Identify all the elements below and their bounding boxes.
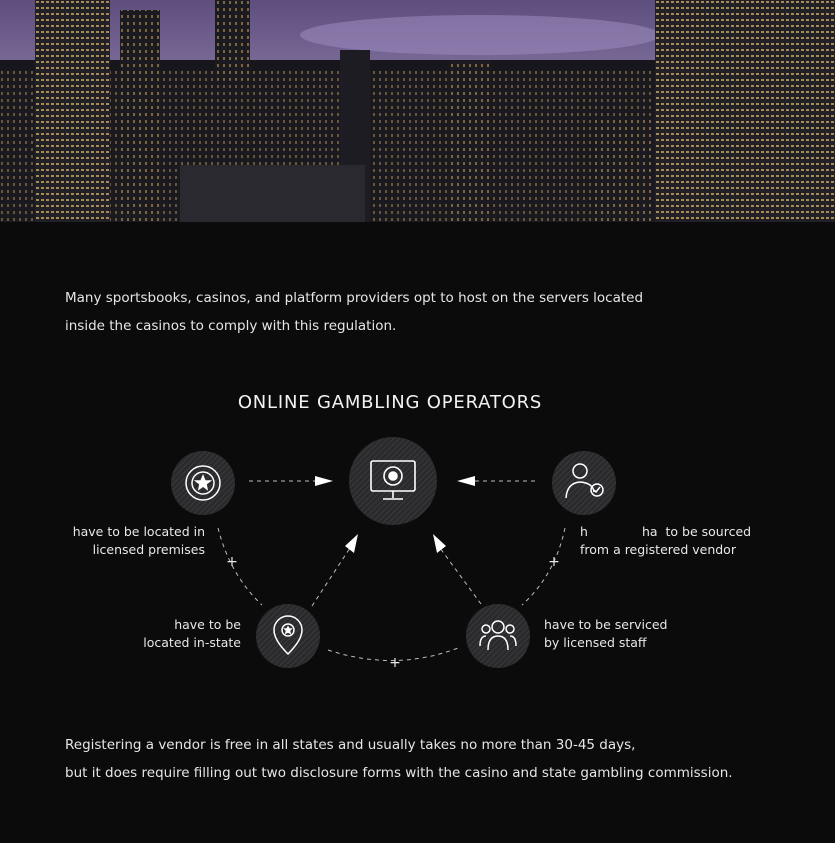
hero-city-image	[0, 0, 835, 222]
diagram-title: ONLINE GAMBLING OPERATORS	[237, 392, 543, 413]
licensed-staff-label	[544, 616, 667, 652]
licensed-staff-node	[466, 604, 530, 668]
in-state-line-2: located in-state	[143, 635, 241, 650]
licensed-premises-line-1: have to be located in	[72, 524, 205, 539]
licensed-premises-label	[73, 523, 205, 559]
licensed-premises-node	[171, 451, 235, 515]
plus-left: +	[226, 554, 238, 570]
outro-paragraph	[65, 731, 785, 787]
diagram-graphic	[0, 420, 835, 700]
intro-paragraph	[65, 284, 785, 340]
center-node	[349, 437, 437, 525]
outro-line-1: Registering a vendor is free in all states and usually takes no more than 30-45 days,	[65, 737, 636, 753]
outro-line-2: but it does require filling out two disclosure forms with the casino and state gambling commission.	[65, 765, 733, 781]
in-state-line-1: have to be	[174, 617, 241, 632]
in-state-node	[256, 604, 320, 668]
registered-vendor-label	[580, 523, 751, 559]
plus-right: +	[548, 554, 560, 570]
registered-vendor-node	[552, 451, 616, 515]
in-state-label	[143, 616, 241, 652]
intro-line-2: inside the casinos to comply with this regulation.	[65, 318, 397, 334]
licensed-staff-line-1: have to be serviced	[544, 617, 668, 632]
plus-bottom: +	[389, 655, 401, 671]
licensed-premises-line-2: licensed premises	[92, 542, 205, 557]
registered-vendor-line-1: h ha to be sourced	[580, 524, 752, 539]
operators-diagram	[0, 420, 835, 700]
licensed-staff-line-2: by licensed staff	[544, 635, 647, 650]
intro-line-1: Many sportsbooks, casinos, and platform providers opt to host on the servers located	[65, 290, 644, 306]
registered-vendor-line-2: from a registered vendor	[580, 542, 736, 557]
